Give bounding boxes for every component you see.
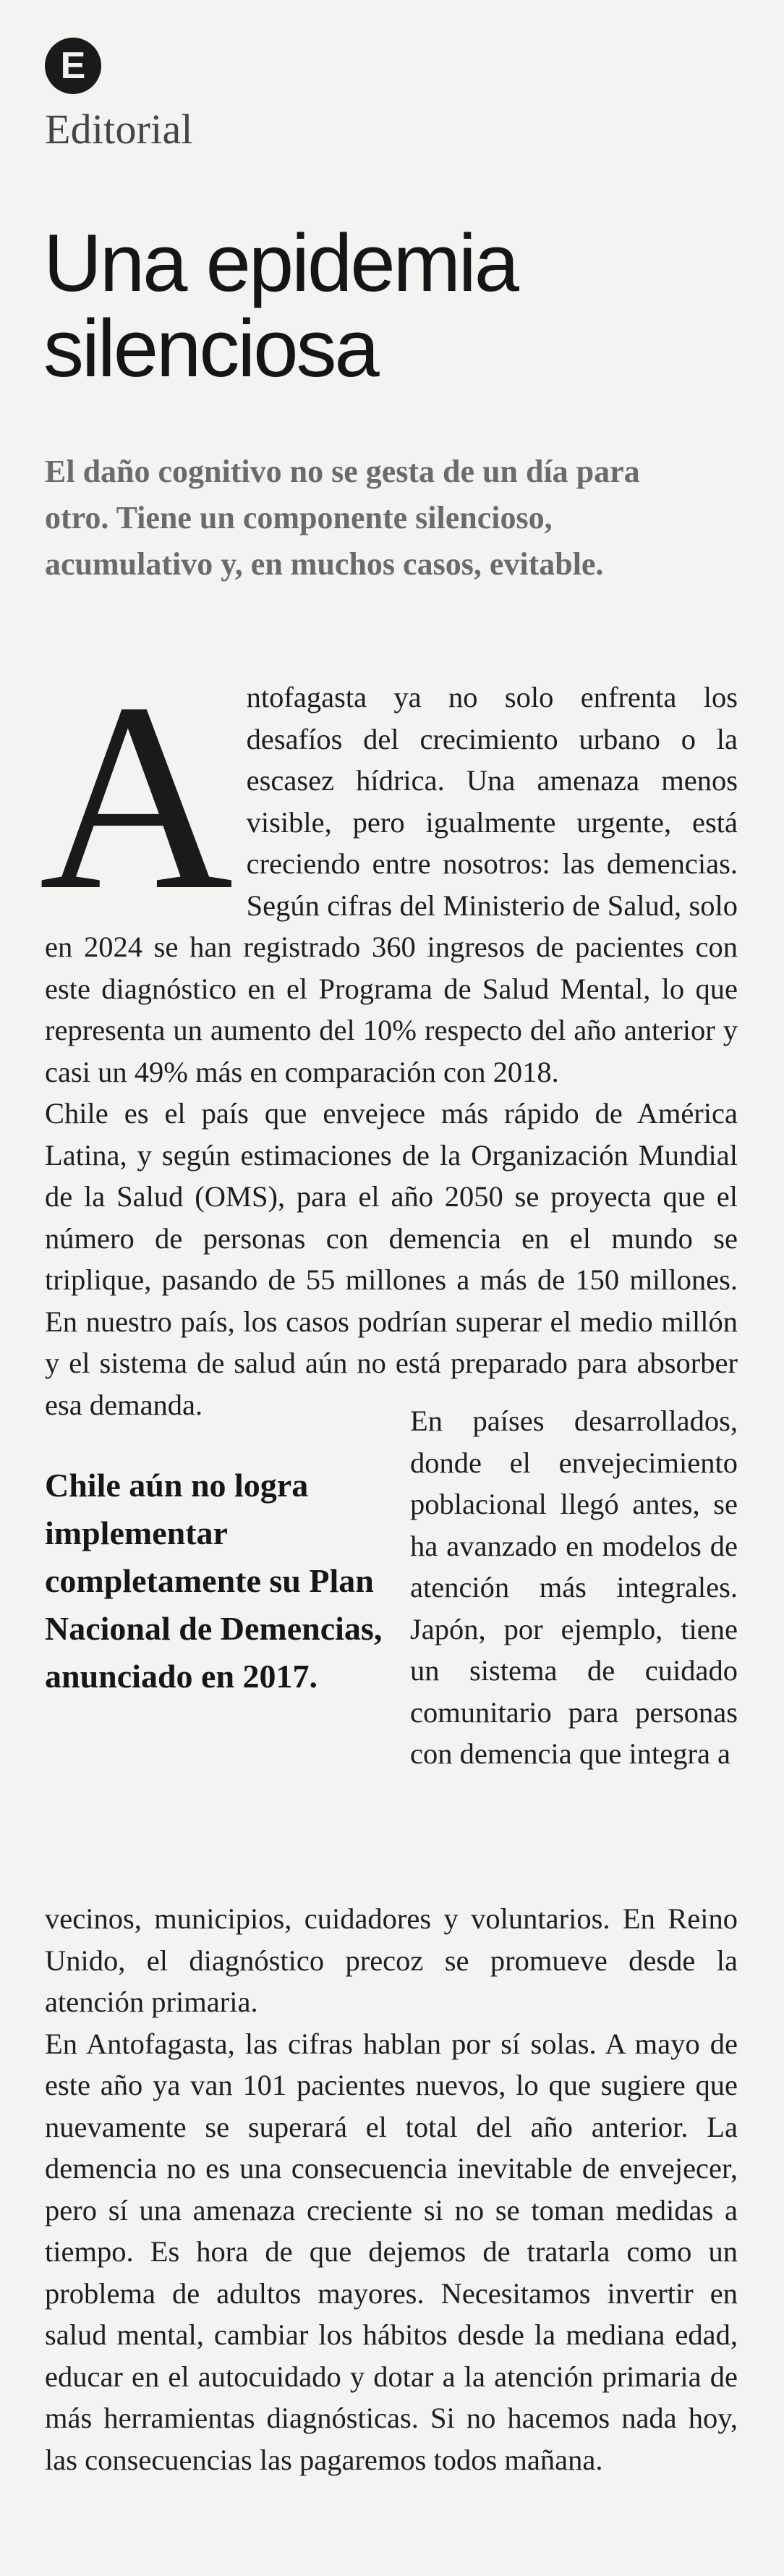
section-label: Editorial: [45, 106, 193, 153]
article-body-continued: [45, 1898, 738, 2480]
article-body: [39, 648, 738, 1425]
drop-cap: A: [39, 648, 234, 946]
pull-quote: Chile aún no logra implementar completamente su Plan Nacional de Demencias, anunciado en 2017.: [45, 1467, 383, 1695]
paragraph-3-start: En países desarrollados, donde el envejecimiento poblacional llegó antes, se ha avanzado en modelos de atención más integrales. Japón, por ejemplo, tiene un sistema de cuidado comunitario para personas con demencia que integra a: [410, 1404, 738, 1770]
paragraph-4: En Antofagasta, las cifras hablan por sí solas. A mayo de este año ya van 101 pacientes nuevos, lo que sugiere que nuevamente se superará el total del año anterior. La demencia no es una consecuencia inevitable de envejecer, pero sí una amenaza creciente si no se toman medidas a tiempo. Es hora de que dejemos de tratarla como un problema de adultos mayores. Necesitamos invertir en salud mental, cambiar los hábitos desde la mediana edad, educar en el autocuidado y dotar a la atención primaria de más herramientas diagnósticas. Si no hacemos nada hoy, las consecuencias las pagaremos todos mañana.: [45, 2027, 738, 2476]
headline: Una epidemia silenciosa: [43, 218, 518, 394]
section-badge-icon: E: [45, 38, 101, 94]
paragraph-1: [39, 648, 738, 1093]
paragraph-2: Chile es el país que envejece más rápido de América Latina, y según estimaciones de la Organización Mundial de la Salud (OMS), para el año 2050 se proyecta que el número de personas con demencia en el mundo se triplique, pasando de 55 millones a más de 150 millones. En nuestro país, los casos podrían superar el medio millón y el sistema de salud aún no está preparado para absorber esa demanda.: [45, 1097, 738, 1421]
paragraph-3-continued: vecinos, municipios, cuidadores y voluntarios. En Reino Unido, el diagnóstico precoz se promueve desde la atención primaria.: [45, 1902, 738, 2018]
paragraph-1-text: ntofagasta ya no solo enfrenta los desafíos del crecimiento urbano o la escasez hídrica. Una amenaza menos visible, pero igualmente urgente, está creciendo entre nosotros: las demencias. Según cifras del Ministerio de Salud, solo en 2024 se han registrado 360 ingresos de pacientes con este diagnóstico en el Programa de Salud Mental, lo que representa un aumento del 10% respecto del año anterior y casi un 49% más en comparación con 2018.: [45, 681, 738, 1088]
deck: El daño cognitivo no se gesta de un día para otro. Tiene un componente silencioso, acumulativo y, en muchos casos, evitable.: [45, 454, 640, 582]
